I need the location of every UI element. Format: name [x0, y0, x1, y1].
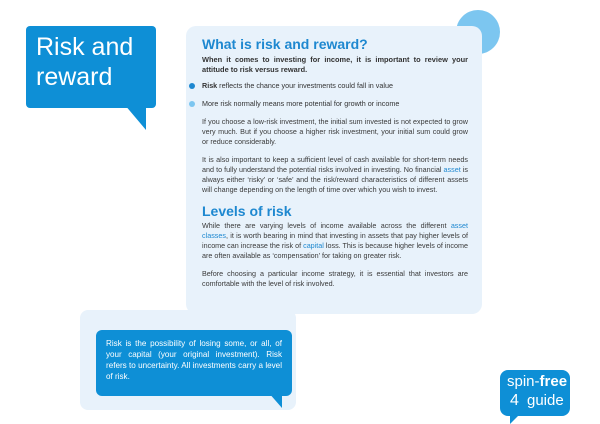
intro-text: When it comes to investing for income, it is important to review your attitude to risk versus reward.: [202, 55, 468, 74]
bullet-dot-icon: [189, 101, 195, 107]
bubble-tail: [268, 392, 282, 408]
paragraph-text: is always either ‘risky’ or ‘safe’ and the risk/reward characteristics of different assets will change depending on the length of time over which you wish to invest.: [202, 165, 468, 194]
logo-text-top: [507, 373, 567, 391]
bullet-text: More risk normally means more potential for growth or income: [202, 99, 400, 108]
definition-text: Risk is the possibility of losing some, or all, of your capital (your original investment). Risk refers to uncertainty. All investments carry a level of risk.: [106, 339, 282, 381]
logo-tail: [510, 412, 522, 424]
paragraph-cash-level: [202, 155, 468, 195]
bubble-tail: [124, 104, 146, 130]
paragraph-text: , it is worth bearing in mind that investing in assets that pay higher levels of income can increase the risk of: [202, 231, 468, 250]
logo-guide: guide: [527, 392, 564, 409]
section-heading-risk-reward: What is risk and reward?: [202, 36, 368, 52]
paragraph-low-risk: If you choose a low-risk investment, the initial sum invested is not expected to grow very much. But if you choose a higher risk investment, your initial sum could grow or reduce considerably.: [202, 117, 468, 146]
page-number: 4: [510, 392, 519, 409]
paragraph-income-strategy: Before choosing a particular income strategy, it is essential that investors are comfortable with the level of risk involved.: [202, 269, 468, 288]
title-speech-bubble: [26, 26, 156, 108]
logo-free: free: [539, 373, 568, 390]
bullet-item-more-risk: [202, 99, 468, 109]
glossary-term-capital[interactable]: capital: [303, 241, 324, 250]
bullet-dot-icon: [189, 83, 195, 89]
definition-speech-bubble: [96, 330, 292, 396]
bullet-item-risk: [202, 81, 468, 91]
paragraph-income-levels: [202, 221, 468, 261]
logo-spin: spin-: [507, 373, 540, 390]
bullet-text: reflects the chance your investments could fall in value: [217, 81, 393, 90]
paragraph-text: While there are varying levels of income available across the different: [202, 221, 451, 230]
spin-free-guide-logo: [500, 370, 570, 416]
page-title-line1: Risk and: [36, 33, 134, 61]
page-title-line2: reward: [36, 63, 113, 91]
section-heading-levels-of-risk: Levels of risk: [202, 203, 292, 219]
glossary-term-asset-classes[interactable]: asset classes: [202, 221, 468, 240]
paragraph-text: loss. This is because higher levels of income are often available as ‘compensation’ for taking on greater risk.: [202, 241, 468, 260]
bullet-bold-term: Risk: [202, 81, 218, 90]
glossary-term-asset[interactable]: asset: [443, 165, 461, 174]
paragraph-text: It is also important to keep a sufficient level of cash available for short-term needs and to fully understand the potential risks involved in investing. No financial: [202, 155, 468, 174]
content-panel: [186, 26, 482, 314]
